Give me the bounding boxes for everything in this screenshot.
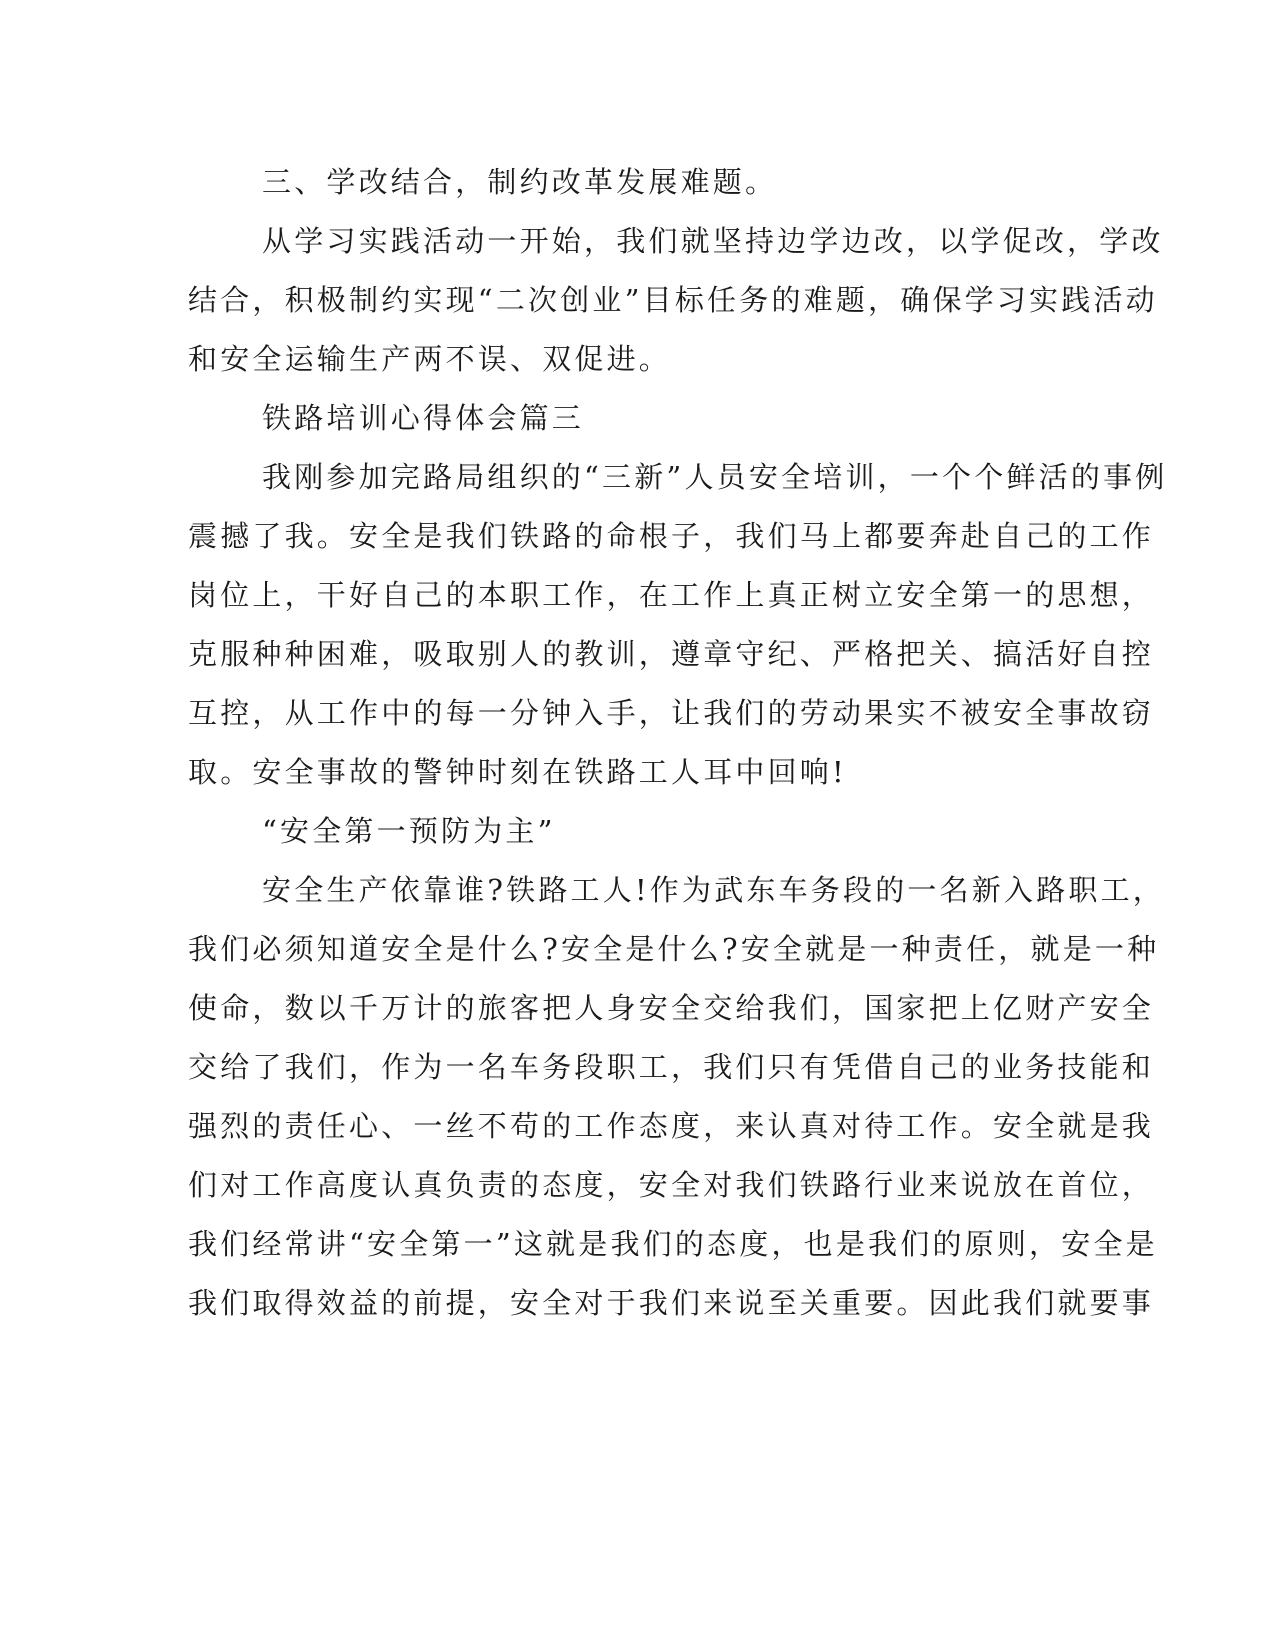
paragraph-line: 和安全运输生产两不误、双促进。 bbox=[188, 342, 672, 376]
article-title: 铁路培训心得体会篇三 bbox=[262, 401, 585, 435]
paragraph-line: 从学习实践活动一开始，我们就坚持边学边改，以学促改，学改 bbox=[262, 224, 1164, 258]
paragraph-line: 我刚参加完路局组织的“三新”人员安全培训，一个个鲜活的事例 bbox=[262, 460, 1168, 494]
paragraph-line: 交给了我们，作为一名车务段职工，我们只有凭借自己的业务技能和 bbox=[188, 1050, 1155, 1084]
paragraph-line: 取。安全事故的警钟时刻在铁路工人耳中回响! bbox=[188, 755, 847, 789]
paragraph-line: 使命，数以千万计的旅客把人身安全交给我们，国家把上亿财产安全 bbox=[188, 991, 1155, 1025]
paragraph-line: 我们经常讲“安全第一”这就是我们的态度，也是我们的原则，安全是 bbox=[188, 1227, 1158, 1261]
slogan-heading: “安全第一预防为主” bbox=[262, 814, 556, 848]
paragraph-line: 克服种种困难，吸取别人的教训，遵章守纪、严格把关、搞活好自控 bbox=[188, 637, 1155, 671]
paragraph-line: 互控，从工作中的每一分钟入手，让我们的劳动果实不被安全事故窃 bbox=[188, 696, 1155, 730]
section-heading-three: 三、学改结合，制约改革发展难题。 bbox=[262, 165, 778, 199]
paragraph-line: 们对工作高度认真负责的态度，安全对我们铁路行业来说放在首位， bbox=[188, 1168, 1155, 1202]
paragraph-line: 岗位上，干好自己的本职工作，在工作上真正树立安全第一的思想， bbox=[188, 578, 1155, 612]
paragraph-line: 结合，积极制约实现“二次创业”目标任务的难题，确保学习实践活动 bbox=[188, 283, 1158, 317]
paragraph-line: 我们取得效益的前提，安全对于我们来说至关重要。因此我们就要事 bbox=[188, 1286, 1155, 1320]
paragraph-line: 我们必须知道安全是什么?安全是什么?安全就是一种责任，就是一种 bbox=[188, 932, 1160, 966]
paragraph-line: 强烈的责任心、一丝不苟的工作态度，来认真对待工作。安全就是我 bbox=[188, 1109, 1155, 1143]
paragraph-line: 震撼了我。安全是我们铁路的命根子，我们马上都要奔赴自己的工作 bbox=[188, 519, 1155, 553]
paragraph-line: 安全生产依靠谁?铁路工人!作为武东车务段的一名新入路职工， bbox=[262, 873, 1166, 907]
